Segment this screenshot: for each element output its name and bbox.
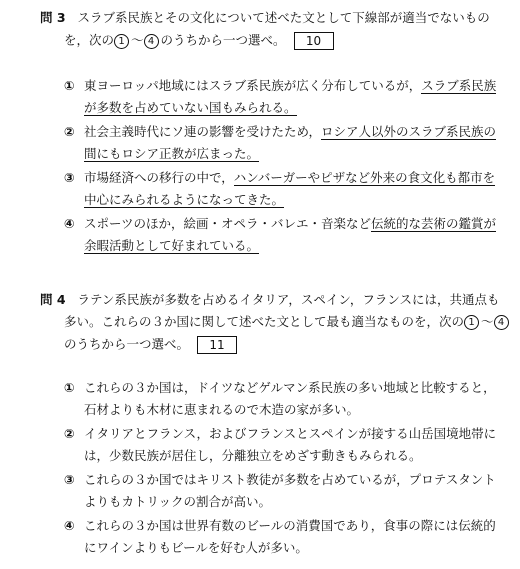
question-3-stem-line2a: を，次の (64, 32, 115, 48)
range-tilde: ～ (481, 314, 494, 329)
range-tilde: ～ (131, 32, 144, 48)
underlined-text: 間にもロシア正教が広まった。 (84, 146, 260, 161)
question-4-stem-line3: のうちから一つ選べ。 (64, 336, 190, 352)
circled-4-icon: 4 (144, 34, 159, 49)
underlined-text: スラブ系民族 (421, 78, 497, 93)
option-number: ① (64, 78, 75, 93)
option-text: これらの３か国ではキリスト教徒が多数を占めているが，プロテスタント (84, 472, 496, 487)
option-text: イタリアとフランス，およびフランスとスペインが接する山岳国境地帯に (84, 426, 497, 441)
underlined-text: 伝統的な芸術の鑑賞が (371, 216, 497, 231)
option-text: 東ヨーロッパ地域にはスラブ系民族が広く分布しているが， (84, 78, 422, 93)
option-number: ① (64, 380, 75, 395)
question-3-stem-line1: スラブ系民族とその文化について述べた文として下線部が適当でないもの (77, 10, 490, 25)
option-number: ② (64, 426, 75, 441)
underlined-text: 中心にみられるようになってきた。 (84, 192, 285, 207)
question-4-stem-line2: 多い。これらの３か国に関して述べた文として最も適当なものを，次の (64, 314, 465, 329)
option-text: 石材よりも木材に恵まれるので木造の家が多い。 (84, 402, 360, 417)
question-4-label: 問 4 (40, 292, 66, 307)
option-number: ③ (64, 472, 75, 487)
circled-1-icon: 1 (114, 34, 129, 49)
option-text: スポーツのほか，絵画・オペラ・バレエ・音楽など (84, 216, 372, 231)
option-number: ④ (64, 216, 75, 231)
option-text: これらの３か国は世界有数のビールの消費国であり，食事の際には伝統的 (84, 518, 496, 533)
underlined-text: 余暇活動として好まれている。 (84, 238, 260, 253)
question-3-stem-line2c: のうちから一つ選べ。 (160, 32, 286, 48)
option-text: これらの３か国は，ドイツなどゲルマン系民族の多い地域と比較すると， (84, 380, 496, 395)
option-number: ② (64, 124, 75, 139)
option-text: よりもカトリックの割合が高い。 (84, 494, 272, 509)
answer-box-11[interactable]: 11 (197, 336, 237, 354)
option-text: 社会主義時代にソ連の影響を受けたため， (84, 124, 322, 139)
circled-4-icon: 4 (494, 315, 509, 330)
underlined-text: ロシア人以外のスラブ系民族の (321, 124, 497, 139)
option-text: は，少数民族が居住し，分離独立をめざす動きもみられる。 (84, 448, 422, 463)
answer-box-10[interactable]: 10 (294, 32, 334, 50)
underlined-text: ハンバーガーやピザなど外来の食文化も都市を (233, 170, 496, 185)
option-number: ③ (64, 170, 75, 185)
circled-1-icon: 1 (464, 315, 479, 330)
underlined-text: が多数を占めていない国もみられる。 (84, 100, 297, 115)
option-text: にワインよりもビールを好む人が多い。 (84, 540, 308, 555)
option-text: 市場経済への移行の中で， (84, 170, 234, 185)
question-3-label: 問 3 (40, 10, 66, 25)
question-4-stem-line1: ラテン系民族が多数を占めるイタリア，スペイン，フランスには，共通点も (77, 292, 500, 307)
option-number: ④ (64, 518, 75, 533)
